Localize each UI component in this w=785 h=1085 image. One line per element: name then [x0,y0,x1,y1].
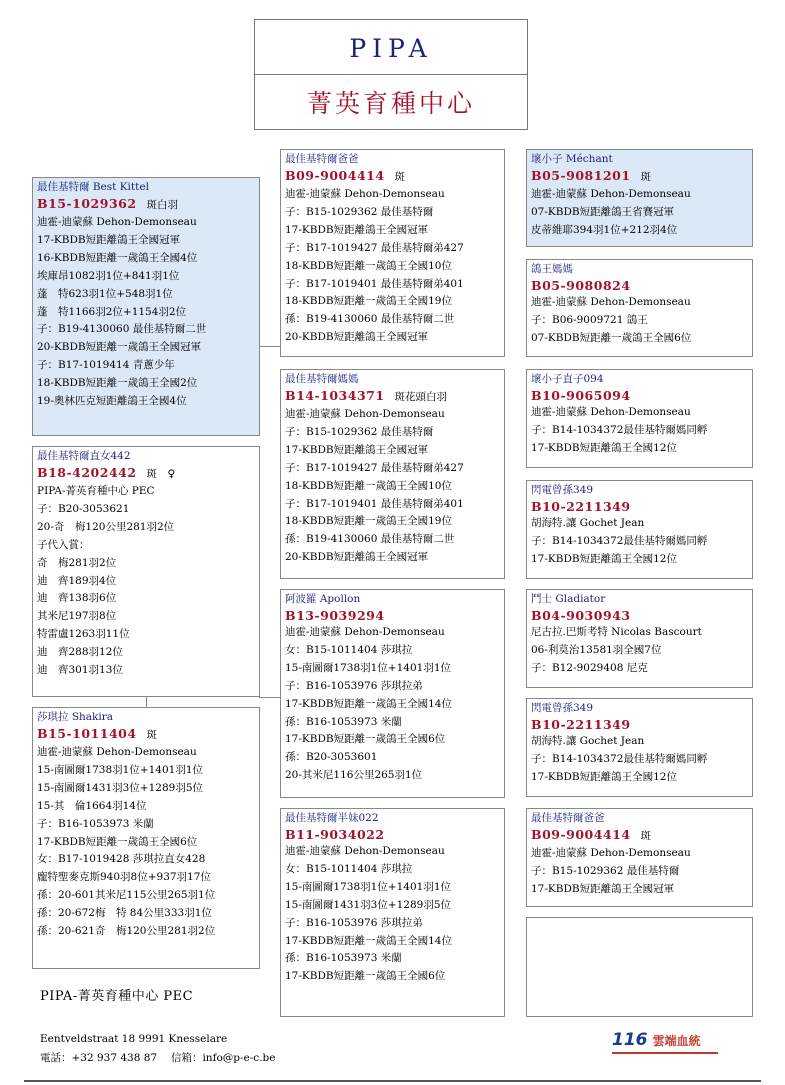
pedigree-line: 女：B15-1011404 莎琪拉 [285,643,413,656]
pigeon-name: 最佳基特爾半妹022 [285,812,379,824]
pedigree-line: 孫：20-601其米尼115公里265羽1位 [37,889,216,902]
pigeon-name: 最佳基特爾直女442 [37,450,131,462]
pigeon-color: 斑白羽 [146,199,179,211]
pedigree-line: 子：B15-1029362 最佳基特爾 [285,425,434,438]
pedigree-line: 迪霍-迪蒙蘇 Dehon-Demonseau [37,746,197,758]
pedigree-line: 蓬 特623羽1位+548羽1位 [37,287,173,300]
logo [612,1030,722,1056]
bottom-rule [24,1080,761,1082]
pedigree-line: 17-KBDB短距離鴿王全國冠軍 [285,223,429,236]
pedigree-line: 18-KBDB短距離一歲鴿王全國2位 [37,377,198,390]
org-title: PIPA [255,20,527,75]
ring-number: B09-9004414 [531,827,631,842]
sire-card [280,149,505,357]
pedigree-line: 孫：20-672梅 特 84公里333羽1位 [37,907,212,920]
pigeon-name: 莎琪拉 Shakira [37,711,114,723]
great-grandsire-card [526,149,753,247]
great-grandsire-card [526,808,753,907]
pedigree-line: 子：B16-1053973 米蘭 [37,817,154,830]
pedigree-line: 17-KBDB短距離一歲鴿王全國6位 [285,733,446,746]
pedigree-line: 子：B15-1029362 最佳基特爾 [285,205,434,218]
pedigree-line: 孫：B20-3053601 [285,751,378,764]
connector-line [146,697,147,707]
pedigree-line: 17-KBDB短距離鴿王全國冠軍 [285,443,429,456]
pedigree-line: 迪 齊301羽13位 [37,664,123,677]
pigeon-name: 閃電曾孫349 [531,702,594,714]
pedigree-line: 20-KBDB短距離鴿王全國冠軍 [285,331,429,344]
ring-number: B15-1029362 [37,196,137,211]
pigeon-color: 斑花頭白羽 [394,391,448,403]
pedigree-line: 子：B14-1034372最佳基特爾媽同孵 [531,534,708,547]
pedigree-line: 15-南圖爾1431羽3位+1289羽5位 [37,781,204,794]
pedigree-line: 子：B15-1029362 最佳基特爾 [531,864,680,877]
pedigree-line: 胡海特.讓 Gochet Jean [531,735,645,747]
pedigree-line: PIPA-菁英育種中心 PEC [37,485,155,497]
pedigree-line: 17-KBDB短距離鴿王全國冠軍 [37,233,181,246]
pedigree-line: 子：B14-1034372最佳基特爾媽同孵 [531,752,708,765]
pedigree-line: 15-南圖爾1738羽1位+1401羽1位 [285,880,452,893]
pedigree-line: 20-KBDB短距離一歲鴿王全國冠軍 [37,341,202,354]
logo-underline [612,1052,718,1054]
pedigree-line: 蓬 特1166羽2位+1154羽2位 [37,305,187,318]
pedigree-line: 迪 齊189羽4位 [37,574,117,587]
pedigree-line: 子：B16-1053976 莎琪拉弟 [285,916,423,929]
subject-card [32,177,260,436]
pedigree-line: 15-南圖爾1431羽3位+1289羽5位 [285,898,452,911]
dam-dam-card [280,808,505,1017]
pedigree-line: 迪 齊138羽6位 [37,592,117,605]
pedigree-line: 其米尼197羽8位 [37,610,117,623]
pedigree-line: 皮蒂維耶394羽1位+212羽4位 [531,223,678,236]
pedigree-line: 迪霍-迪蒙蘇 Dehon-Demonseau [531,406,691,418]
pedigree-line: 15-其 倫1664羽14位 [37,799,147,812]
pedigree-line: 17-KBDB短距離鴿王全國冠軍 [531,882,675,895]
pigeon-color: 斑 [640,830,652,842]
pedigree-line: 20-奇 梅120公里281羽2位 [37,520,175,533]
pedigree-line: 迪 齊288羽12位 [37,646,123,659]
pigeon-name: 最佳基特爾媽媽 [285,373,359,385]
ring-number: B18-4202442 [37,465,137,480]
great-granddam-card [526,259,753,357]
pigeon-name: 阿波羅 Apollon [285,593,361,605]
pedigree-line: 15-南圖爾1738羽1位+1401羽1位 [37,763,204,776]
ring-number: B10-2211349 [531,499,631,514]
pedigree-line: 孫：20-621奇 梅120公里281羽2位 [37,925,216,938]
pedigree-line: 17-KBDB短距離一歲鴿王全國6位 [285,970,446,983]
pedigree-line: 18-KBDB短距離一歲鴿王全國19位 [285,295,452,308]
pedigree-line: 孫：B16-1053973 米蘭 [285,715,402,728]
pigeon-color: 斑 [640,171,652,183]
pedigree-line: 女：B17-1019428 莎琪拉直女428 [37,853,206,866]
pedigree-line: 15-南圖爾1738羽1位+1401羽1位 [285,661,452,674]
pigeon-name: 最佳基特爾爸爸 [285,153,359,165]
pedigree-line: 20-其米尼116公里265羽1位 [285,769,423,782]
ring-number: B10-9065094 [531,388,631,403]
pedigree-line: 18-KBDB短距離一歲鴿王全國19位 [285,515,452,528]
pedigree-line: 迪霍-迪蒙蘇 Dehon-Demonseau [531,188,691,200]
pigeon-name: 最佳基特爾 Best Kittel [37,181,149,193]
pigeon-color: 斑 [146,729,158,741]
pedigree-line: 特雷盧1263羽11位 [37,628,130,641]
pedigree-line: 17-KBDB短距離鴿王全國12位 [531,770,677,783]
great-granddam-card [526,480,753,579]
ring-number: B13-9039294 [285,608,385,623]
pedigree-line: 17-KBDB短距離鴿王全國12位 [531,552,677,565]
pedigree-line: 孫：B19-4130060 最佳基特爾二世 [285,313,455,326]
pedigree-line: 迪霍-迪蒙蘇 Dehon-Demonseau [285,626,445,638]
pedigree-line: 龐特聖麥克斯940羽8位+937羽17位 [37,871,211,884]
pedigree-line: 18-KBDB短距離一歲鴿王全國10位 [285,259,452,272]
pedigree-line: 迪霍-迪蒙蘇 Dehon-Demonseau [285,188,445,200]
pedigree-line: 子：B17-1019414 青蔥少年 [37,359,175,372]
great-grandsire-card [526,589,753,688]
connector-line [259,346,281,347]
pedigree-line: 女：B15-1011404 莎琪拉 [285,862,413,875]
ring-number: B04-9030943 [531,608,631,623]
pedigree-line: 迪霍-迪蒙蘇 Dehon-Demonseau [285,845,445,857]
ring-number: B11-9034022 [285,827,385,842]
footer-address: Eentveldstraat 18 9991 Knesselare [40,1033,228,1045]
pedigree-line: 子代入賞： [37,538,90,551]
empty-card [526,917,753,1017]
footer-org: PIPA-菁英育種中心 PEC [40,989,194,1004]
pedigree-line: 子：B17-1019401 最佳基特爾弟401 [285,497,464,510]
connector-line [259,697,281,698]
pigeon-name: 最佳基特爾爸爸 [531,812,605,824]
great-grandsire-card [526,369,753,468]
header-box [254,19,528,130]
ring-number: B15-1011404 [37,726,137,741]
pedigree-line: 迪霍-迪蒙蘇 Dehon-Demonseau [531,296,691,308]
pedigree-line: 胡海特.讓 Gochet Jean [531,517,645,529]
pedigree-line: 子：B17-1019401 最佳基特爾弟401 [285,277,464,290]
pedigree-line: 埃庫昂1082羽1位+841羽1位 [37,269,180,282]
pedigree-line: 17-KBDB短距離一歲鴿王全國6位 [37,835,198,848]
great-granddam-card [526,698,753,797]
dam-card [32,446,260,697]
pedigree-line: 奇 梅281羽2位 [37,556,117,569]
pigeon-color: 斑 [394,171,406,183]
sire-dam-card [280,369,505,579]
pedigree-line: 尼古拉.巴斯考特 Nicolas Bascourt [531,626,702,638]
pedigree-line: 16-KBDB短距離一歲鴿王全國4位 [37,251,198,264]
pedigree-line: 迪霍-迪蒙蘇 Dehon-Demonseau [531,847,691,859]
pigeon-name: 閃電曾孫349 [531,484,594,496]
pedigree-line: 子：B16-1053976 莎琪拉弟 [285,679,423,692]
pedigree-line: 19-奧林匹克短距離鴿王全國4位 [37,395,187,408]
pedigree-line: 子：B19-4130060 最佳基特爾二世 [37,323,207,336]
logo-number: 116 [612,1030,648,1050]
pedigree-line: 子：B17-1019427 最佳基特爾弟427 [285,461,464,474]
ring-number: B10-2211349 [531,717,631,732]
pedigree-line: 子：B17-1019427 最佳基特爾弟427 [285,241,464,254]
ring-number: B05-9081201 [531,168,631,183]
pigeon-name: 壞小子 Méchant [531,153,613,165]
logo-text: 雲端血統 [652,1034,701,1048]
pedigree-line: 07-KBDB短距離鴿王省賽冠軍 [531,205,675,218]
footer-contact: 電話：+32 937 438 87 信箱：info@p-e-c.be [40,1052,276,1064]
dam-sire-card [280,589,505,798]
pedigree-line: 迪霍-迪蒙蘇 Dehon-Demonseau [37,216,197,228]
pedigree-line: 子：B12-9029408 尼克 [531,661,648,674]
pedigree-line: 18-KBDB短距離一歲鴿王全國10位 [285,479,452,492]
pedigree-line: 子：B06-9009721 鴿王 [531,313,648,326]
pedigree-line: 子：B14-1034372最佳基特爾媽同孵 [531,423,708,436]
ring-number: B14-1034371 [285,388,385,403]
pigeon-name: 壞小子直子094 [531,373,604,385]
ring-number: B05-9080824 [531,278,631,293]
granddam-card [32,707,260,969]
pedigree-line: 子：B20-3053621 [37,502,130,515]
pigeon-color: 斑 ♀ [146,468,176,480]
pedigree-line: 孫：B19-4130060 最佳基特爾二世 [285,533,455,546]
ring-number: B09-9004414 [285,168,385,183]
pedigree-line: 07-KBDB短距離一歲鴿王全國6位 [531,331,692,344]
pedigree-line: 06-利莫治13581羽全國7位 [531,643,662,656]
pigeon-name: 鴿王媽媽 [531,263,573,275]
pedigree-line: 17-KBDB短距離一歲鴿王全國14位 [285,934,452,947]
pigeon-name: 鬥士 Gladiator [531,593,606,605]
pedigree-line: 孫：B16-1053973 米蘭 [285,952,402,965]
page-title: 菁英育種中心 [306,89,475,118]
pedigree-line: 17-KBDB短距離鴿王全國12位 [531,441,677,454]
pedigree-line: 17-KBDB短距離一歲鴿王全國14位 [285,697,452,710]
pedigree-line: 迪霍-迪蒙蘇 Dehon-Demonseau [285,408,445,420]
pedigree-line: 20-KBDB短距離鴿王全國冠軍 [285,551,429,564]
